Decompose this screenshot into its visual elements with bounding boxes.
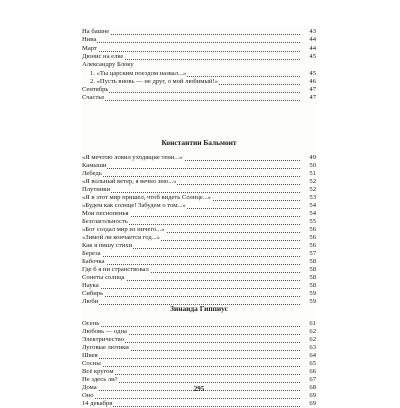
- toc-entry-title: Нива: [82, 36, 97, 44]
- toc-entry-title: Сосны: [82, 360, 101, 367]
- toc-entry-page: 66: [309, 368, 316, 375]
- toc-entry: [82, 44, 316, 53]
- toc-entry: [82, 36, 316, 44]
- toc-entry-page: 52: [309, 178, 316, 185]
- toc-entry: [90, 69, 316, 78]
- toc-entry-page: 58: [309, 282, 316, 289]
- toc-entry-title: Сентябрь: [82, 86, 109, 94]
- toc-entry-page: 68: [309, 384, 316, 391]
- toc-entry: [82, 202, 316, 210]
- toc-entry: [82, 266, 316, 274]
- toc-entry-title: Мои песнопенья: [82, 210, 129, 217]
- toc-entry: [82, 368, 316, 376]
- toc-entry-page: 59: [309, 290, 316, 297]
- toc-entry: [82, 360, 316, 368]
- toc-entry-page: 62: [309, 336, 316, 343]
- toc-entry-title: Дома: [82, 384, 97, 391]
- toc-entry-page: 54: [309, 202, 316, 209]
- toc-entry: [82, 218, 316, 226]
- toc-entry: [82, 282, 316, 290]
- toc-entry-title: «Зимой ли кончается год...»: [82, 234, 160, 241]
- toc-entry-page: 54: [309, 210, 316, 217]
- toc-entry-title: «Будем как солнце! Забудем о том...»: [82, 202, 186, 209]
- toc-entry-title: Луговые лютики: [82, 344, 129, 351]
- toc-entry: [82, 94, 316, 102]
- toc-entry-page: 51: [309, 170, 316, 177]
- toc-entry-page: 64: [309, 352, 316, 359]
- toc-entry-title: Бабочка: [82, 258, 105, 265]
- toc-entry: [82, 344, 316, 352]
- toc-entry-page: 69: [309, 392, 316, 399]
- toc-entry-page: 58: [309, 274, 316, 281]
- toc-entry-page: 47: [309, 94, 316, 102]
- toc-entry-page: 56: [309, 226, 316, 233]
- toc-entry-title: Дюнис на елке: [82, 52, 124, 60]
- toc-entry: [82, 400, 316, 408]
- toc-entry-title: Безглагольность: [82, 218, 128, 225]
- dot-leader: [82, 100, 300, 101]
- toc-entry: [82, 290, 316, 298]
- toc-entry: [82, 61, 300, 69]
- toc-entry: [82, 28, 316, 36]
- section-heading-gippius: Зинаида Гиппиус: [170, 304, 228, 313]
- toc-entry-title: Осень: [82, 320, 100, 327]
- toc-entry-page: 67: [309, 376, 316, 383]
- toc-entry-title: Как я пишу стихи: [82, 242, 133, 249]
- toc-entry: [82, 336, 316, 344]
- toc-entry-title: Александру Блоку: [82, 61, 134, 69]
- toc-entry-page: 69: [309, 400, 316, 407]
- dot-leader: [82, 288, 300, 289]
- toc-entry: [82, 250, 316, 258]
- dot-leader: [82, 374, 300, 375]
- toc-entry-title: 1. «Ты царским поездом назвал...»: [90, 69, 187, 77]
- toc-entry: [82, 162, 316, 170]
- dot-leader: [82, 296, 300, 297]
- toc-entry-page: 43: [309, 28, 316, 35]
- toc-entry-page: 47: [309, 86, 316, 94]
- toc-entry-title: Камыши: [82, 162, 107, 169]
- toc-entry-title: 14 декабря: [82, 400, 113, 407]
- dot-leader: [82, 34, 300, 35]
- toc-entry: [82, 52, 316, 61]
- toc-entry-page: 55: [309, 218, 316, 225]
- toc-entry-page: 44: [309, 36, 316, 44]
- toc-entry-page: 62: [309, 328, 316, 335]
- toc-entry-title: Швея: [82, 352, 98, 359]
- toc-entry-title: Люби: [82, 298, 99, 305]
- toc-entry-title: Наука: [82, 282, 99, 289]
- toc-entry-title: На башне: [82, 28, 110, 35]
- dot-leader: [82, 92, 300, 93]
- toc-entry: [82, 170, 316, 178]
- toc-entry: [82, 226, 316, 234]
- toc-entry-title: Оно: [82, 392, 94, 399]
- toc-entry-title: Счастье: [82, 94, 105, 102]
- toc-entry-page: 53: [309, 194, 316, 201]
- toc-entry-title: «Я в этот мир пришел, чтоб видеть Солнце...»: [82, 194, 212, 201]
- toc-entry-page: 57: [309, 250, 316, 257]
- toc-entry: [82, 328, 316, 336]
- toc-entry-page: 56: [309, 242, 316, 249]
- toc-entry: [82, 320, 316, 328]
- dot-leader: [82, 168, 300, 169]
- dot-leader: [82, 358, 300, 359]
- toc-entry-title: Сонеты солнца: [82, 274, 125, 281]
- toc-entry: [82, 352, 316, 360]
- dot-leader: [82, 398, 300, 399]
- toc-entry-title: 2. «Пусть вновь — не друг, о мой любимый!»: [90, 77, 218, 85]
- toc-entry: [90, 77, 316, 86]
- toc-entry-title: Лебедь: [82, 170, 102, 177]
- toc-entry-page: 58: [309, 266, 316, 273]
- dot-leader: [82, 42, 300, 43]
- toc-entry-page: 45: [309, 52, 316, 60]
- dot-leader: [82, 192, 300, 193]
- toc-entry-page: 63: [309, 344, 316, 351]
- toc-entry-title: «Я мечтою ловил уходящие тени...»: [82, 154, 183, 161]
- dot-leader: [82, 264, 300, 265]
- toc-entry: [82, 186, 316, 194]
- toc-entry: [82, 234, 316, 242]
- toc-entry-page: 56: [309, 234, 316, 241]
- toc-entry-title: «Я вольный ветер, я вечно зею...»: [82, 178, 177, 185]
- dot-leader: [82, 176, 300, 177]
- page-number: 295: [193, 385, 205, 393]
- toc-entry-title: Где б я ни странствовал: [82, 266, 149, 273]
- toc-entry: [82, 258, 316, 266]
- toc-entry: [82, 194, 316, 202]
- toc-entry-title: Береза: [82, 250, 101, 257]
- toc-entry-page: 52: [309, 186, 316, 193]
- toc-entry: [82, 392, 316, 400]
- toc-entry: [82, 274, 316, 282]
- toc-entry-page: 50: [309, 162, 316, 169]
- toc-entry-title: Март: [82, 44, 97, 52]
- section-heading-balmont: Константин Бальмонт: [161, 138, 237, 147]
- toc-entry-title: Не здесь ли?: [82, 376, 118, 383]
- toc-entry-page: 61: [309, 320, 316, 327]
- toc-entry-page: 49: [309, 154, 316, 161]
- toc-entry-title: Электричество: [82, 336, 124, 343]
- toc-entry-title: Всё кругом: [82, 368, 114, 375]
- dot-leader: [82, 51, 300, 52]
- toc-entry: [82, 242, 316, 250]
- toc-entry-page: 59: [309, 298, 316, 305]
- dot-leader: [82, 366, 300, 367]
- toc-entry-page: 45: [309, 69, 316, 77]
- toc-entry-title: Сибирь: [82, 290, 104, 297]
- toc-entry-page: 44: [309, 44, 316, 52]
- toc-entry-title: Любовь — одна: [82, 328, 127, 335]
- toc-entry: [82, 86, 316, 94]
- book-page: [82, 26, 316, 407]
- toc-entry-page: 58: [309, 258, 316, 265]
- toc-entry: [82, 210, 316, 218]
- toc-entry-title: «Бог создал мир из ничего...»: [82, 226, 165, 233]
- dot-leader: [82, 326, 300, 327]
- toc-entry-page: 46: [309, 77, 316, 85]
- toc-entry: [82, 178, 316, 186]
- toc-entry: [82, 154, 316, 162]
- dot-leader: [82, 406, 300, 407]
- dot-leader: [82, 256, 300, 257]
- toc-entry: [82, 376, 316, 384]
- toc-entry-page: 65: [309, 360, 316, 367]
- toc-entry-title: Плутинки: [82, 186, 111, 193]
